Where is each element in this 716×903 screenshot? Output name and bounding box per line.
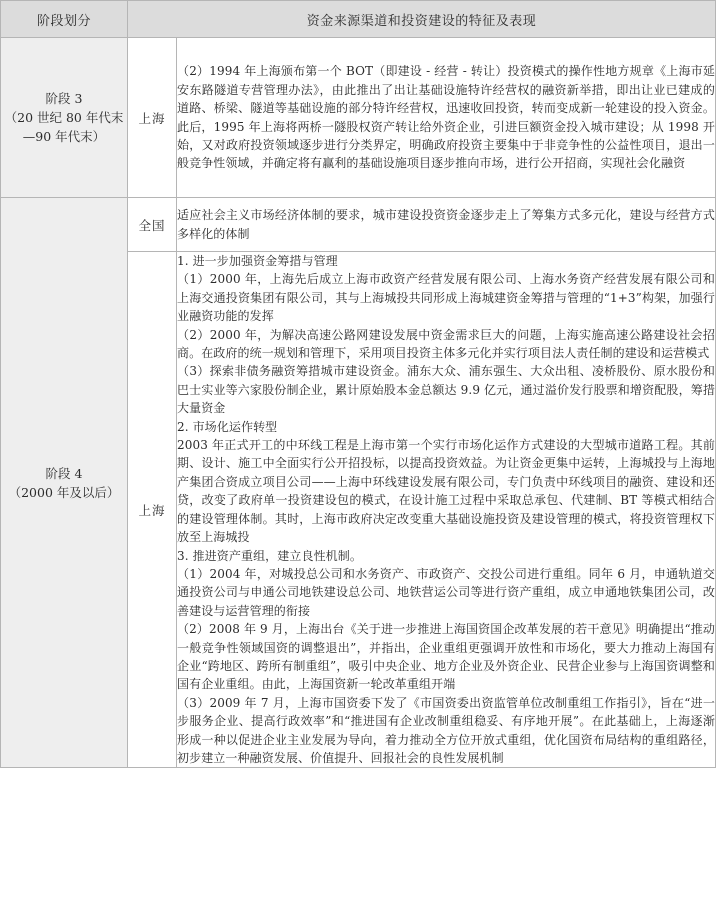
stage4-national-content bbox=[177, 198, 716, 252]
stage4-shanghai-paragraph: 1. 进一步加强资金筹措与管理 bbox=[177, 254, 338, 268]
stage3-region: 上海 bbox=[128, 38, 177, 198]
stage4-shanghai-content bbox=[177, 252, 716, 768]
stage4-label-cell bbox=[1, 198, 128, 768]
table-header-row bbox=[1, 1, 716, 38]
stage4-shanghai-paragraph: （2）2008 年 9 月，上海出台《关于进一步推进上海国资国企改革发展的若干意见》明确提出“推动一般竞争性领域国资的调整退出”，并指出，企业重组更强调开放性和市场化，要大力推动上海国有企业“跨地区、跨所有制重组”，吸引中央企业、地方企业及外资企业、民营企业参与上海国资调整和国有企业重组。由此，上海国资新一轮改革重组开端 bbox=[177, 622, 716, 692]
stage4-shanghai-region: 上海 bbox=[128, 252, 177, 768]
stage4-shanghai-paragraph: 2003 年正式开工的中环线工程是上海市第一个实行市场化运作方式建设的大型城市道路工程。其前期、设计、施工中全面实行公开招投标，以提高投资效益。为让资金更集中运转，上海城投与上海地产集团合资成立项目公司——上海中环线建设发展有限公司，专门负责中环线项目的融资、建设和还贷，改变了政府单一投资建设包的模式，在设计施工过程中采取总承包、代建制、BT 等模式相结合的建设管理体制。其时，上海市政府决定改变重大基础设施投资及建设管理的模式，将投资管理权下放至上海城投 bbox=[177, 438, 716, 545]
stage3-name: 阶段 3 bbox=[45, 91, 83, 106]
stage4-period: （2000 年及以后） bbox=[8, 484, 120, 500]
stage4-national-row bbox=[1, 198, 716, 252]
stage4-shanghai-paragraph: （1）2000 年，上海先后成立上海市政资产经营发展有限公司、上海水务资产经营发展有限公司和上海交通投资集团有限公司，其与上海城投共同形成上海城建资金筹措与管理的“1+3”构架，加强行业融资功能的发挥 bbox=[177, 272, 716, 324]
stage4-shanghai-paragraph: （2）2000 年，为解决高速公路网建设发展中资金需求巨大的问题，上海实施高速公路建设社会招商。在政府的统一规划和管理下，采用项目投资主体多元化并实行项目法人责任制的建设和运营模式 bbox=[177, 327, 716, 361]
stage4-shanghai-paragraph: （3）2009 年 7 月，上海市国资委下发了《市国资委出资监管单位改制重组工作指引》，旨在“进一步服务企业、提高行政效率”和“推进国有企业改制重组稳妥、有序地开展”。在此基础上，上海逐渐形成一种以促进企业主业发展为导向，着力推动全方位开放式重组，优化国资布局结构的重组路径，初步建立一种融资发展、价值提升、回报社会的良性发展机制 bbox=[177, 695, 716, 765]
stage4-national-region: 全国 bbox=[128, 198, 177, 252]
stage4-shanghai-paragraph: 2. 市场化运作转型 bbox=[177, 419, 278, 434]
stage3-row bbox=[1, 38, 716, 198]
stage3-label-cell bbox=[1, 38, 128, 198]
header-stage: 阶段划分 bbox=[1, 1, 128, 38]
stage3-paragraph: （2）1994 年上海颁布第一个 BOT（即建设 - 经营 - 转让）投资模式的操作性地方规章《上海市延安东路隧道专营管理办法》，由此推出了出让基础设施特许经营权的融资新举措，即出让业已建成的道路、桥梁、隧道等基础设施的部分特许经营权，迅速收回投资，转而变成新一轮建设的投入资金。此后，1995 年上海将两桥一隧股权资产转让给外资企业，引进巨额资金投入城市建设；从 1998 开始，又对政府投资领域逐步进行分类界定，明确政府投资主要集中于非竞争性的公益性项目，退出一般竞争性领域，并确定将有赢利的基础设施项目逐步推向市场，进行公开招商，实现社会化融资 bbox=[177, 64, 716, 171]
stage4-national-paragraph: 适应社会主义市场经济体制的要求，城市建设投资资金逐步走上了筹集方式多元化，建设与经营方式多样化的体制 bbox=[177, 208, 716, 241]
stage4-name: 阶段 4 bbox=[45, 465, 83, 481]
stage3-period: （20 世纪 80 年代末—90 年代末） bbox=[4, 110, 124, 144]
stage4-shanghai-paragraph: （1）2004 年，对城投总公司和水务资产、市政资产、交投公司进行重组。同年 6 月，申通轨道交通投资公司与申通公司地铁建设总公司、地铁营运公司等进行资产重组，成立申通地铁集团公司，改善建设与运营管理的衔接 bbox=[177, 566, 716, 618]
stage3-content bbox=[177, 38, 716, 198]
header-features: 资金来源渠道和投资建设的特征及表现 bbox=[128, 1, 716, 38]
stage4-shanghai-paragraph: （3）探索非债务融资筹措城市建设资金。浦东大众、浦东强生、大众出租、凌桥股份、原水股份和巴士实业等六家股份制企业，累计原始股本金总额达 9.9 亿元，通过溢价发行股票和增资配股，筹措大量资金 bbox=[177, 364, 716, 416]
stage4-shanghai-paragraph: 3. 推进资产重组，建立良性机制。 bbox=[177, 548, 362, 563]
